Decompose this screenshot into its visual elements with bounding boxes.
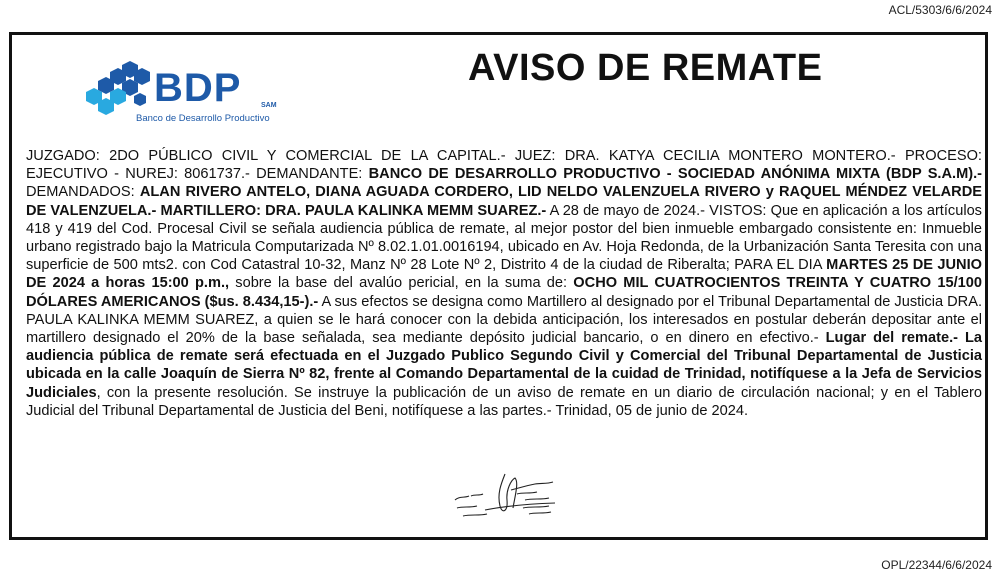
signature-stamp bbox=[445, 470, 585, 526]
notice-text-1: JUZGADO: 2DO PÚBLICO CIVIL Y COMERCIAL DE LA CAPITAL.- JUEZ: DRA. KATYA CECILIA MONTERO MONTERO.- PROCESO: EJECUTIVO - NUREJ: 8061737.- DEMANDANTE: bbox=[26, 148, 982, 183]
notice-text-5: A sus efectos se designa como Martillero al designado por el Tribunal Departamental de Justicia DRA. PAULA KALINKA MEMM SUAREZ, a quien se le hará conocer con la debida anticipación, los interesados en postular deberán depositar ante el martillero designado el 20% de la base señalada, sea mediante depósito judicial bancario, o en dinero en efectivo.- bbox=[26, 293, 982, 347]
reference-code-bottom: OPL/22344/6/6/2024 bbox=[881, 558, 992, 572]
bdp-logo bbox=[78, 55, 308, 135]
notice-text-3: A 28 de mayo de 2024.- VISTOS: Que en aplicación a los artículos 418 y 419 del Cod. Procesal Civil se señala audiencia pública de remate, al mejor postor del bien inmueble embargado consistente en: Inmueble urbano registrado bajo la Matricula Computarizada Nº 8.02.1.01.0016194, ubicado en Av. Hoja Redonda, de la Urbanización Santa Teresita con una superficie de 500 mts2. con Cod Catastral 10-32, Manz Nº 28 Lote Nº 2, Distrito 4 de la ciudad de Riberalta; PARA EL DIA bbox=[26, 202, 982, 274]
notice-bold-date: MARTES 25 DE JUNIO DE 2024 a horas 15:00 p.m., bbox=[26, 257, 982, 292]
logo-suffix: SAM bbox=[261, 102, 277, 109]
notice-bold-plaintiff: BANCO DE DESARROLLO PRODUCTIVO - SOCIEDAD ANÓNIMA MIXTA (BDP S.A.M).- bbox=[368, 166, 983, 183]
notice-text-4: sobre la base del avalúo pericial, en la suma de: bbox=[229, 275, 574, 292]
hexagon-cluster-icon bbox=[86, 61, 150, 115]
reference-code-top: ACL/5303/6/6/2024 bbox=[888, 3, 992, 17]
notice-body bbox=[26, 147, 982, 420]
notice-bold-amount: OCHO MIL CUATROCIENTOS TREINTA Y CUATRO 15/100 DÓLARES AMERICANOS ($us. 8.434,15-).- bbox=[26, 275, 982, 310]
notice-text-6: , con la presente resolución. Se instruye la publicación de un aviso de remate en un diario de circulación nacional; y en el Tablero Judicial del Tribunal Departamental de Justicia del Beni, notifíquese a las partes.- Trinidad, 05 de junio de 2024. bbox=[26, 384, 982, 419]
logo-tagline: Banco de Desarrollo Productivo bbox=[136, 113, 270, 124]
notice-title: AVISO DE REMATE bbox=[468, 47, 823, 89]
notice-bold-location: Lugar del remate.- La audiencia pública de remate será efectuada en el Juzgado Publico Segundo Civil y Comercial del Tribunal Departamental de Justicia ubicada en la calle Joaquín de Sierra Nº 82, frente al Comando Departamental de la cuidad de Trinidad, notifíquese a la Jefa de Servicios Judiciales bbox=[26, 330, 982, 401]
notice-frame bbox=[9, 32, 988, 540]
notice-text-2: DEMANDADOS: bbox=[26, 184, 140, 201]
logo-brand: BDP bbox=[154, 66, 242, 110]
notice-bold-defendants: ALAN RIVERO ANTELO, DIANA AGUADA CORDERO, LID NELDO VALENZUELA RIVERO y RAQUEL MÉNDEZ VELARDE DE VALENZUELA.- MARTILLERO: DRA. PAULA KALINKA MEMM SUAREZ.- bbox=[26, 184, 982, 219]
